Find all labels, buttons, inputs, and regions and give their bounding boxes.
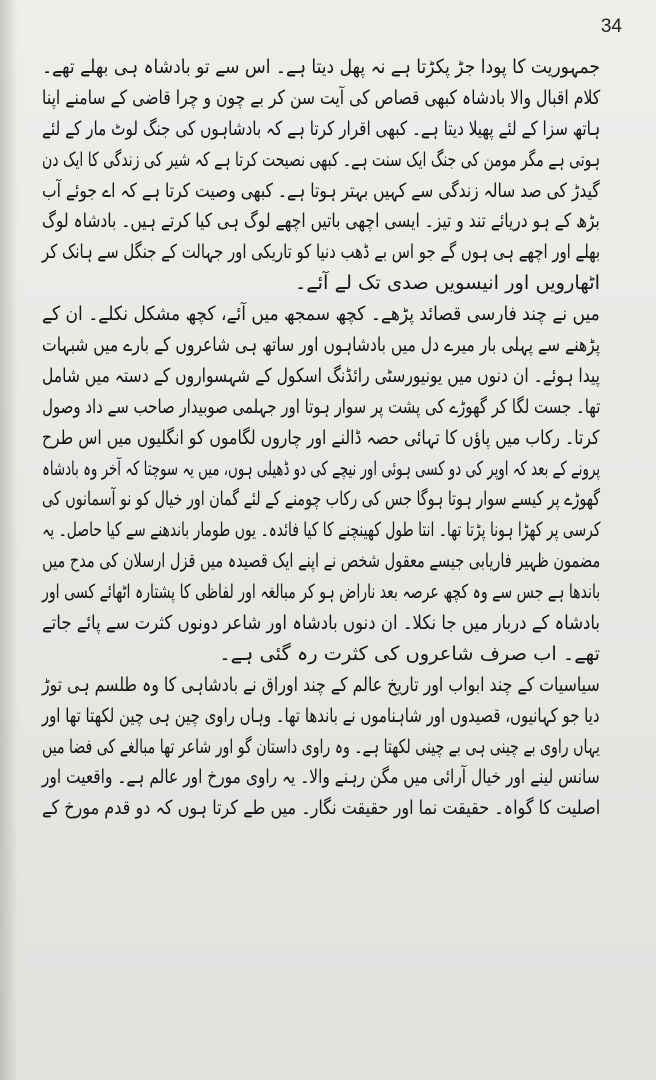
text-line: دیا جو کہانیوں، قصیدوں اور شاہناموں نے باندھا تھا۔ وہاں راوی چین ہی چین لکھتا تھا اور [42, 703, 600, 727]
text-line: اصلیت کا گواہ۔ حقیقت نما اور حقیقت نگار۔ میں طے کرتا ہوں کہ دو قدم مورخ کے [41, 796, 600, 820]
text-line: پیدا ہوئے۔ ان دنوں میں یونیورسٹی رائڈنگ اسکول کے شہسواروں کے دستہ میں شامل [42, 363, 600, 387]
text-line: اٹھارویں اور انیسویں صدی تک لے آئے۔ [294, 271, 600, 295]
text-line: سانس لینے اور خیال آرائی میں مگن رہنے والا۔ یہ راوی مورخ اور عالم ہے۔ واقعیت اور [42, 765, 600, 789]
text-line: ہاتھ سزا کے لئے پھیلا دیتا ہے۔ کبھی اقرار کرتا ہے کہ بادشاہوں کی جنگ لوٹ مار کے لئے [41, 116, 600, 140]
text-line: تھے۔ اب صرف شاعروں کی کثرت رہ گئی ہے۔ [219, 641, 600, 665]
text-line: بڑھ کے ہو دریائے تند و تیز۔ ایسی اچھی باتیں اچھے لوگ ہی کیا کرتے ہیں۔ بادشاہ لوگ [42, 209, 600, 233]
text-line: گھوڑے پر کیسے سوار ہوتا ہوگا جس کی رکاب چومنے کے لئے گمان اور خیال کو نو آسمانوں کی [41, 487, 600, 511]
text-line: کلام اقبال والا بادشاہ کبھی قصاص کی آیت سن کر بے چون و چرا قاضی کے سامنے اپنا [41, 85, 600, 109]
text-line: پڑھنے سے پہلی بار میرے دل میں بادشاہوں اور ساتھ ہی شاعروں کے بارے میں شبہات [41, 333, 600, 357]
text-line: مضمون ظہیر فاریابی جیسے معقول شخص نے اپنے ایک قصیدہ میں قزل ارسلان کی مدح میں [41, 549, 600, 573]
text-line: میں نے چند فارسی قصائد پڑھے۔ کچھ سمجھ میں آئے، کچھ مشکل نکلے۔ ان کے [42, 302, 600, 326]
text-line: جمہوریت کا پودا جڑ پکڑتا ہے نہ پھل دیتا ہے۔ اس سے تو بادشاہ ہی بھلے تھے۔ [42, 55, 600, 78]
text-line: گیدڑ کی صد سالہ زندگی سے کہیں بہتر ہوتا ہے۔ کبھی وصیت کرتا ہے کہ اے جوئے آب [42, 178, 600, 202]
text-line: کرسی پر کھڑا ہونا پڑتا تھا۔ انتا طول کھینچنے کا کیا فائدہ۔ یوں طومار باندھنے سے کیا حاصل۔ یہ [41, 518, 600, 542]
text-line: یہاں راوی بے چینی ہی بے چینی لکھتا ہے۔ وہ راوی داستان گو اور شاعر تھا مبالغے کی فضا میں [42, 734, 600, 758]
page-number: 34 [600, 16, 622, 37]
text-line: کرتا۔ رکاب میں پاؤں کا تہائی حصہ ڈالنے اور چاروں لگاموں کو انگلیوں میں اس طرح [42, 425, 600, 449]
text-line: پرونے کے بعد کہ اوپر کی دو کسی ہوئی اور نیچے کی دو ڈھیلی ہوں، میں یہ سوچتا کہ آخر وہ بادشاہ [41, 456, 600, 480]
urdu-text-body [42, 52, 600, 824]
text-line: ہوتی ہے مگر مومن کی جنگ ایک سنت ہے۔ کبھی نصیحت کرتا ہے کہ شیر کی زندگی کا ایک دن [41, 147, 600, 171]
text-line: سیاسیات کے چند ابواب اور تاریخ عالم کے چند اوراق نے بادشاہی کا وہ طلسم ہی توڑ [42, 672, 600, 696]
text-line: تھا۔ جست لگا کر گھوڑے کی پشت پر سوار ہوتا اور جہلمی صوبیدار صاحب سے داد وصول [41, 394, 600, 418]
text-line: بادشاہ کے دربار میں جا نکلا۔ ان دنوں بادشاہ اور شاعر دونوں کثرت سے پائے جاتے [41, 611, 600, 635]
text-line: باندھا ہے جس سے وہ کچھ عرصہ بعد ناراض ہو کر مبالغہ اور لفاظی کا پشتارہ اٹھائے کسی اور [41, 580, 600, 604]
text-line: بھلے اور اچھے ہی ہوں گے جو اس بے ڈھب دنیا کو تاریکی اور جہالت کے جنگل سے ہانک کر [41, 240, 600, 264]
